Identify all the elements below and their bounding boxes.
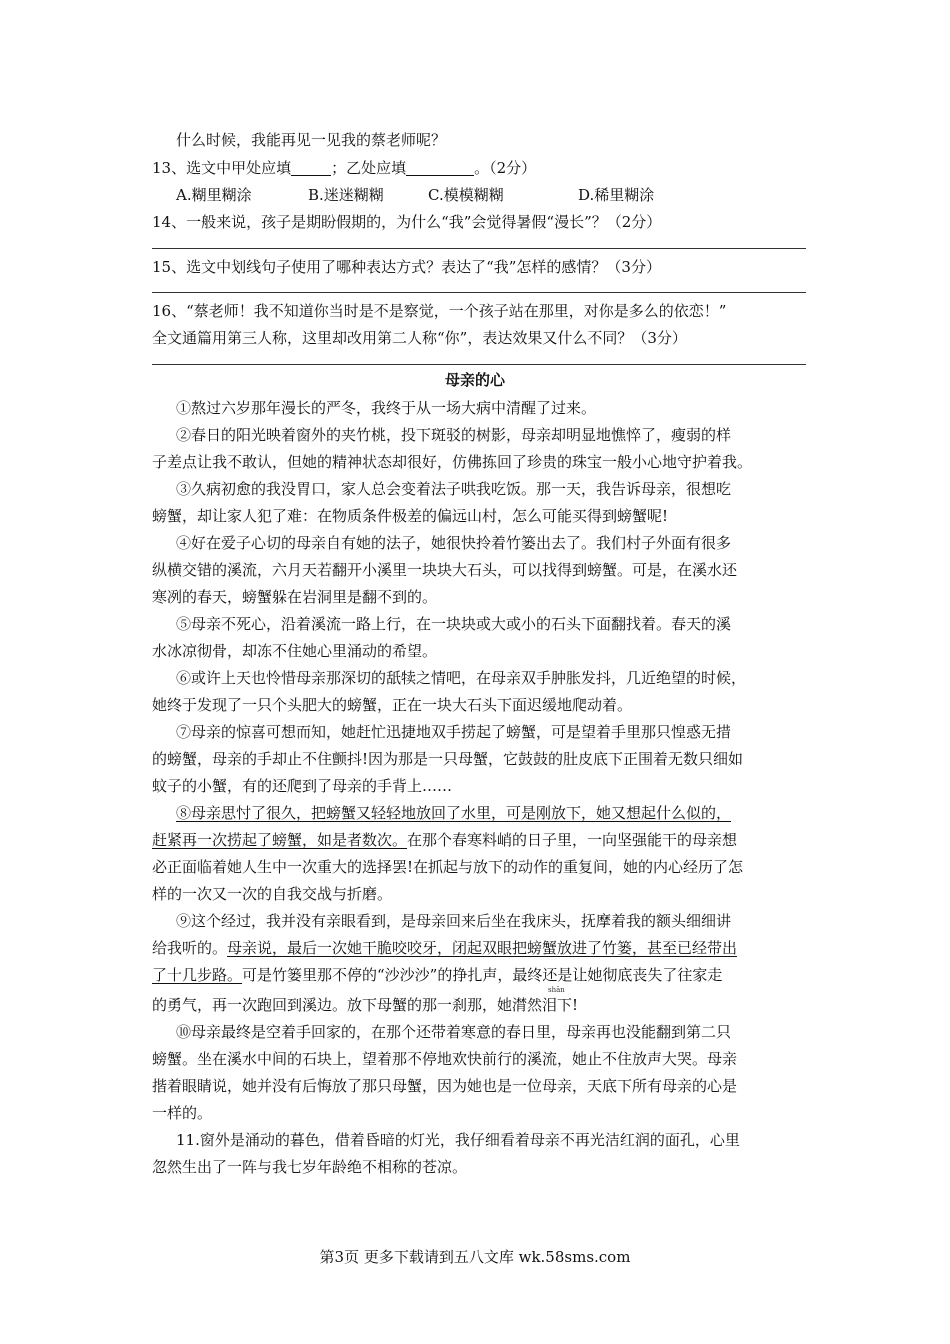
paragraph-11-line-2: 忽然生出了一阵与我七岁年龄绝不相称的苍凉。 — [152, 1158, 468, 1176]
q13-text-b: ；乙处应填 — [331, 159, 407, 177]
paragraph-2-line-2: 子差点让我不敢认，但她的精神状态却很好，仿佛拣回了珍贵的珠宝一般小心地守护着我。 — [152, 453, 753, 471]
paragraph-3-line-2: 螃蟹，却让家人犯了难：在物质条件极差的偏远山村，怎么可能买得到螃蟹呢! — [152, 507, 669, 525]
paragraph-2-line-1: ②春日的阳光映着窗外的夹竹桃，投下斑驳的树影，母亲却明显地憔悴了，瘦弱的样 — [176, 426, 732, 444]
paragraph-11-line-1: 11.窗外是涌动的暮色，借着昏暗的灯光，我仔细看着母亲不再光洁红润的面孔，心里 — [176, 1131, 740, 1149]
paragraph-9-line-3-rest: 可是竹篓里那不停的“沙沙沙”的挣扎声，最终还是让她彻底丧失了往家走 — [242, 966, 723, 984]
question-14: 14、一般来说，孩子是期盼假期的，为什么“我”会觉得暑假“漫长”？（2分） — [152, 213, 662, 231]
paragraph-4-line-1: ④好在爱子心切的母亲自有她的法子，她很快拎着竹篓出去了。我们村子外面有很多 — [176, 534, 732, 552]
q13-text-a: 13、选文中甲处应填 — [152, 159, 292, 177]
paragraph-9-underlined-line-2: 母亲说，最后一次她干脆咬咬牙，闭起双眼把螃蟹放进了竹篓，甚至已经带出 — [227, 939, 738, 957]
q13-blank-yi[interactable] — [406, 159, 474, 176]
paragraph-5-line-2: 水冰凉彻骨，却冻不住她心里涌动的希望。 — [152, 642, 438, 660]
q13-blank-jia[interactable] — [291, 159, 331, 176]
paragraph-7-line-1: ⑦母亲的惊喜可想而知，她赶忙迅捷地双手捞起了螃蟹，可是望着手里那只惶惑无措 — [176, 723, 732, 741]
paragraph-10-line-4: 一样的。 — [152, 1104, 213, 1122]
paragraph-10-line-2: 螃蟹。坐在溪水中间的石块上，望着那不停地欢快前行的溪流，她止不住放声大哭。母亲 — [152, 1050, 738, 1068]
answer-line-16[interactable] — [152, 364, 806, 365]
paragraph-9-line-3 — [152, 964, 722, 986]
q13-option-d: D.稀里糊涂 — [578, 186, 655, 204]
paragraph-9-line-2 — [152, 937, 737, 959]
paragraph-6-line-1: ⑥或许上天也怜惜母亲那深切的舐犊之情吧，在母亲双手肿胀发抖，几近绝望的时候， — [176, 669, 747, 687]
paragraph-9-underlined-line-3: 了十几步路。 — [152, 966, 243, 984]
paragraph-10-line-3: 揩着眼睛说，她并没有后悔放了那只母蟹，因为她也是一位母亲，天底下所有母亲的心是 — [152, 1077, 738, 1095]
q13-text-c: 。（2分） — [474, 159, 537, 177]
paragraph-10-line-1: ⑩母亲最终是空着手回家的，在那个还带着寒意的春日里，母亲再也没能翻到第二只 — [176, 1023, 732, 1041]
paragraph-7-line-3: 蚊子的小蟹，有的还爬到了母亲的手背上…… — [152, 777, 453, 795]
pinyin-annotation: shān — [548, 986, 565, 994]
paragraph-7-line-2: 的螃蟹，母亲的手却止不住颤抖!因为那是一只母蟹，它鼓鼓的肚皮底下正围着无数只细如 — [152, 750, 744, 768]
paragraph-4-line-3: 寒冽的春天，螃蟹躲在岩洞里是翻不到的。 — [152, 588, 438, 606]
question-15: 15、选文中划线句子使用了哪种表达方式？表达了“我”怎样的感情？（3分） — [152, 258, 661, 276]
paragraph-3-line-1: ③久病初愈的我没胃口，家人总会变着法子哄我吃饭。那一天，我告诉母亲，很想吃 — [176, 480, 732, 498]
paragraph-8-line-3: 必正面临着她人生中一次重大的选择罢!在抓起与放下的动作的重复间，她的内心经历了怎 — [152, 858, 744, 876]
question-16-line-2: 全文通篇用第三人称，这里却改用第二人称“你”，表达效果又什么不同？（3分） — [152, 329, 687, 347]
intro-line: 什么时候，我能再见一见我的蔡老师呢？ — [176, 131, 447, 149]
paragraph-8-line-2-rest: 在那个春寒料峭的日子里，一向坚强能干的母亲想 — [407, 831, 738, 849]
paragraph-4-line-2: 纵横交错的溪流，六月天若翻开小溪里一块块大石头，可以找得到螃蟹。可是，在溪水还 — [152, 561, 738, 579]
paragraph-9-line-1: ⑨这个经过，我并没有亲眼看到，是母亲回来后坐在我床头，抚摩着我的额头细细讲 — [176, 912, 732, 930]
passage-title: 母亲的心 — [445, 371, 506, 389]
paragraph-1: ①熬过六岁那年漫长的严冬，我终于从一场大病中清醒了过来。 — [176, 399, 597, 417]
question-16-line-1: 16、“蔡老师！我不知道你当时是不是察觉，一个孩子站在那里，对你是多么的依恋！” — [152, 302, 727, 320]
paragraph-6-line-2: 她终于发现了一只个头肥大的螃蟹，正在一块大石头下面迟缓地爬动着。 — [152, 696, 633, 714]
paragraph-5-line-1: ⑤母亲不死心，沿着溪流一路上行，在一块块或大或小的石头下面翻找着。春天的溪 — [176, 615, 732, 633]
paragraph-8-underlined-line-2: 赶紧再一次捞起了螃蟹，如是者数次。 — [152, 831, 408, 849]
answer-line-15[interactable] — [152, 292, 806, 293]
paragraph-9-line-4: 的勇气，再一次跑回到溪边。放下母蟹的那一刹那，她潸然泪下! — [152, 996, 579, 1014]
q13-option-a: A.糊里糊涂 — [176, 186, 252, 204]
q13-option-c: C.模模糊糊 — [428, 186, 504, 204]
paragraph-8-line-2 — [152, 829, 737, 851]
paragraph-8-line-4: 样的一次又一次的自我交战与折磨。 — [152, 885, 393, 903]
page-footer: 第3页 更多下载请到五八文库 wk.58sms.com — [319, 1248, 631, 1266]
q13-option-b: B.迷迷糊糊 — [308, 186, 384, 204]
question-13 — [152, 157, 536, 179]
answer-line-14[interactable] — [152, 248, 806, 249]
paragraph-9-line-2-start: 给我听的。 — [152, 939, 228, 957]
paragraph-8-underlined-line-1: ⑧母亲思忖了很久，把螃蟹又轻轻地放回了水里，可是刚放下，她又想起什么似的， — [176, 804, 732, 822]
